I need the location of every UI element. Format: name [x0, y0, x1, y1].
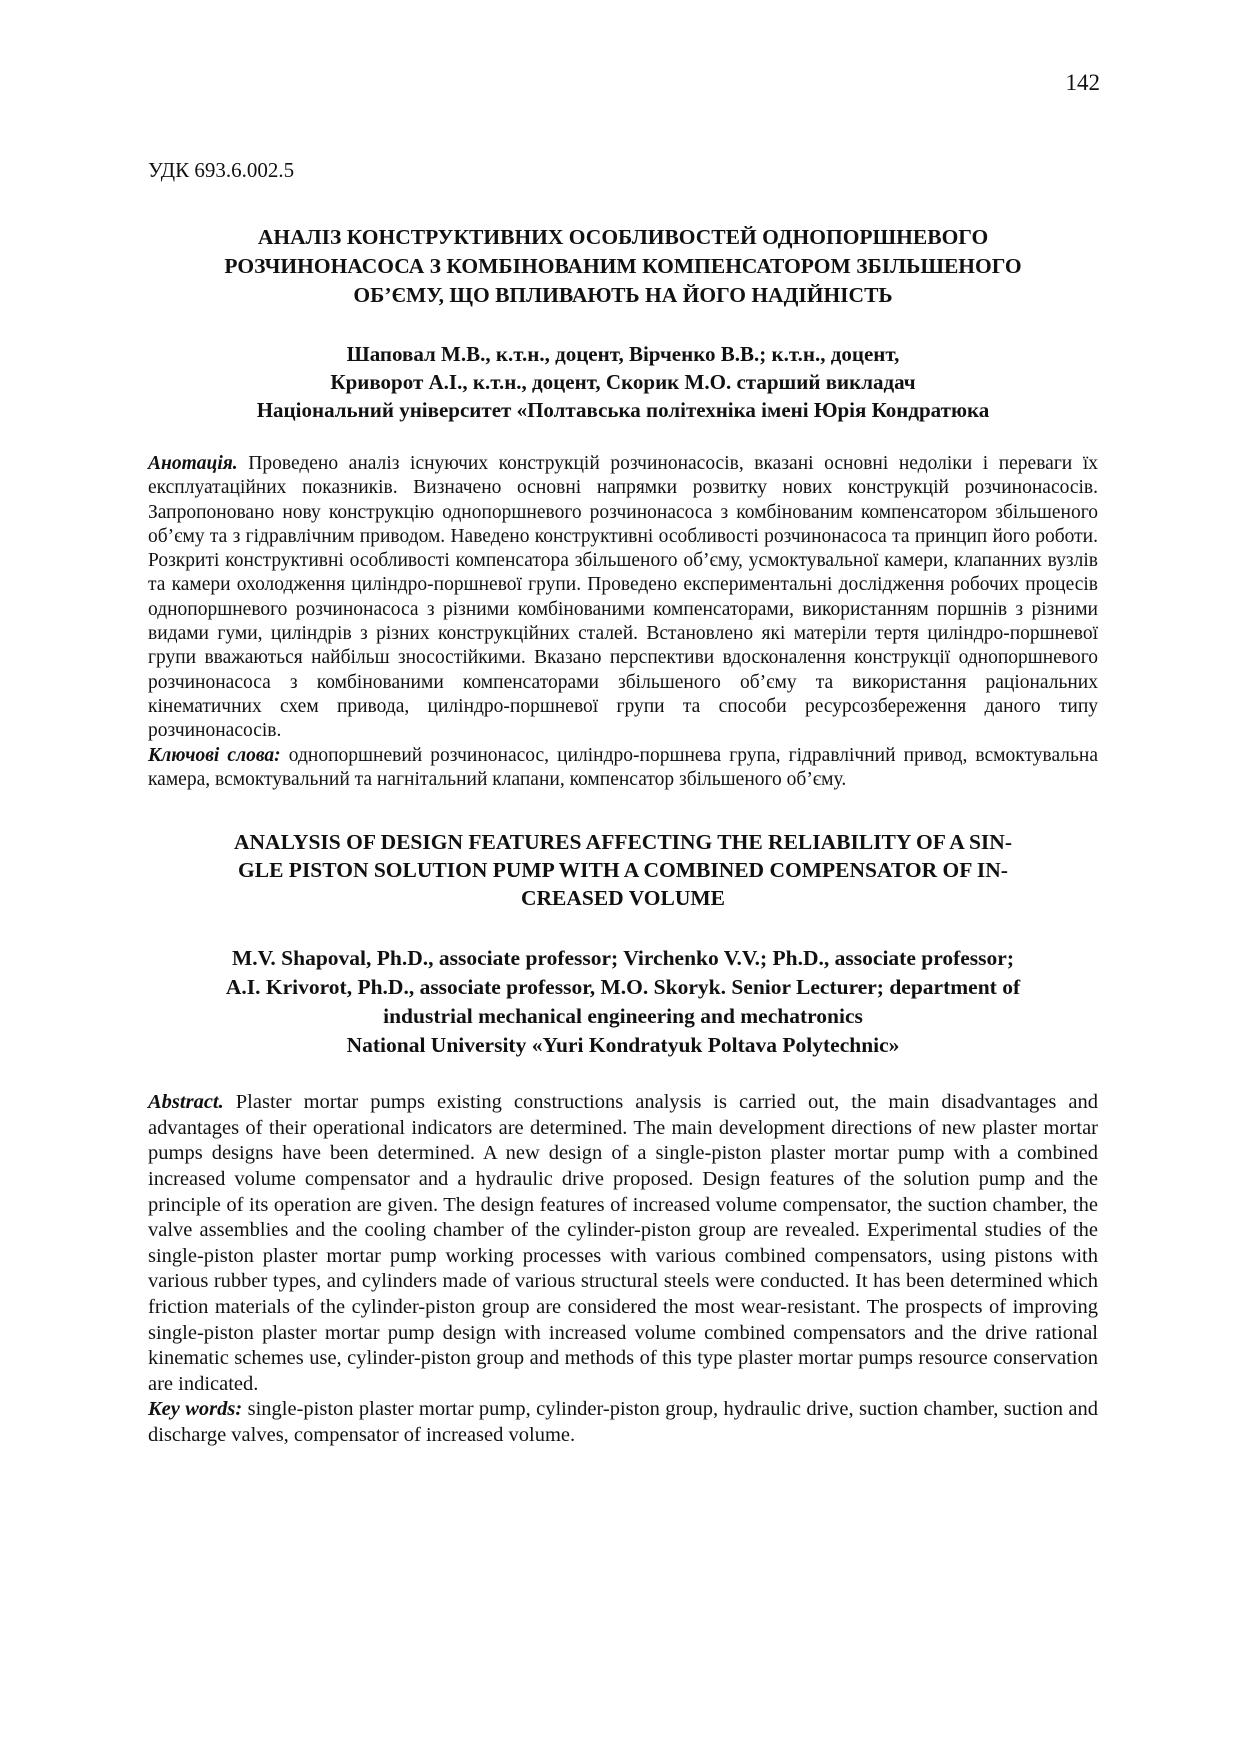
department-line: industrial mechanical engineering and mechatronics	[383, 1004, 863, 1029]
keywords-paragraph	[148, 1397, 1098, 1448]
title-english	[148, 828, 1098, 912]
udk-code: УДК 693.6.002.5	[148, 158, 295, 182]
abstract-text: Проведено аналіз існуючих конструкцій розчинонасосів, вказані основні недоліки і переваги їх експлуатаційних показників. Визначено основні напрямки розвитку нових конструкцій розчинонасосів. Запропоновано нову конструкцію однопоршневого розчинонасоса з комбінованим компенсатором збільшеного об’єму та з гідравлічним приводом. Наведено конструктивні особливості розчинонасоса та принцип його роботи. Розкриті конструктивні особливості компенсатора збільшеного об’єму, усмоктувальної камери, клапанних вузлів та камери охолодження циліндро-поршневої групи. Проведено експериментальні дослідження робочих процесів однопоршневого розчинонасоса з різними комбінованими компенсаторами, використанням поршнів з різними видами гуми, циліндрів з різних конструкційних сталей. Встановлено які матеріли тертя циліндро-поршневої групи вважаються найбільш зносостійкими. Вказано перспективи вдосконалення конструкції однопоршневого розчинонасоса з комбінованими компенсаторами збільшеного об’єму та використання раціональних кінематичних схем привода, циліндро-поршневої групи та способи ресурсозбереження даного типу розчинонасосів.	[148, 453, 1098, 742]
article	[148, 158, 1098, 1448]
title-ukrainian	[148, 223, 1098, 310]
authors-english	[148, 944, 1098, 1060]
author-line: Шаповал М.В., к.т.н., доцент, Вірченко В.В.; к.т.н., доцент,	[346, 342, 900, 366]
abstract-paragraph	[148, 452, 1098, 744]
keywords-paragraph	[148, 744, 1098, 793]
title-line: ОБ’ЄМУ, ЩО ВПЛИВАЮТЬ НА ЙОГО НАДІЙНІСТЬ	[353, 283, 893, 307]
keywords-label: Ключові слова:	[148, 744, 281, 766]
abstract-label: Анотація.	[148, 453, 238, 474]
keywords-label: Key words:	[148, 1398, 243, 1421]
title-line: ANALYSIS OF DESIGN FEATURES AFFECTING THE RELIABILITY OF A SIN-	[234, 830, 1012, 855]
title-line: CREASED VOLUME	[520, 886, 726, 911]
affiliation-line: Національний університет «Полтавська політехніка імені Юрія Кондратюка	[256, 398, 990, 422]
abstract-english	[148, 1090, 1098, 1448]
authors-ukrainian	[148, 340, 1098, 424]
abstract-label: Abstract.	[148, 1091, 224, 1114]
abstract-ukrainian	[148, 452, 1098, 792]
title-line: РОЗЧИНОНАСОСА З КОМБІНОВАНИМ КОМПЕНСАТОРОМ ЗБІЛЬШЕНОГО	[224, 254, 1022, 278]
author-line: A.I. Krivorot, Ph.D., associate professor, M.O. Skoryk. Senior Lecturer; department of	[225, 975, 1021, 1000]
title-line: GLE PISTON SOLUTION PUMP WITH A COMBINED COMPENSATOR OF IN-	[238, 858, 1008, 883]
author-line: M.V. Shapoval, Ph.D., associate professor; Virchenko V.V.; Ph.D., associate professor;	[232, 946, 1014, 971]
keywords-text: single-piston plaster mortar pump, cylinder-piston group, hydraulic drive, suction chamber, suction and discharge valves, compensator of increased volume.	[148, 1398, 1099, 1446]
author-line: Криворот А.І., к.т.н., доцент, Скорик М.О. старший викладач	[330, 370, 916, 394]
keywords-text: однопоршневий розчинонасос, циліндро-поршнева група, гідравлічний привод, всмоктувальна камера, всмоктувальний та нагнітальний клапани, компенсатор збільшеного об’єму.	[148, 744, 1098, 790]
abstract-paragraph	[148, 1090, 1098, 1397]
abstract-text: Plaster mortar pumps existing constructions analysis is carried out, the main disadvantages and advantages of their operational indicators are determined. The main development directions of new plaster mortar pumps designs have been determined. A new design of a single-piston plaster mortar pump with a combined increased volume compensator and a hydraulic drive proposed. Design features of the solution pump and the principle of its operation are given. The design features of increased volume compensator, the suction chamber, the valve assemblies and the cooling chamber of the cylinder-piston group are revealed. Experimental studies of the single-piston plaster mortar pump working processes with various combined compensators, using pistons with various rubber types, and cylinders made of various structural steels were conducted. It has been determined which friction materials of the cylinder-piston group are considered the most wear-resistant. The prospects of improving single-piston plaster mortar pump design with increased volume combined compensators and the drive rational kinematic schemes use, cylinder-piston group and methods of this type plaster mortar pumps resource conservation are indicated.	[148, 1091, 1098, 1395]
affiliation-line: National University «Yuri Kondratyuk Poltava Polytechnic»	[346, 1033, 900, 1058]
page-number: 142	[1065, 70, 1100, 95]
title-line: АНАЛІЗ КОНСТРУКТИВНИХ ОСОБЛИВОСТЕЙ ОДНОПОРШНЕВОГО	[257, 225, 989, 249]
